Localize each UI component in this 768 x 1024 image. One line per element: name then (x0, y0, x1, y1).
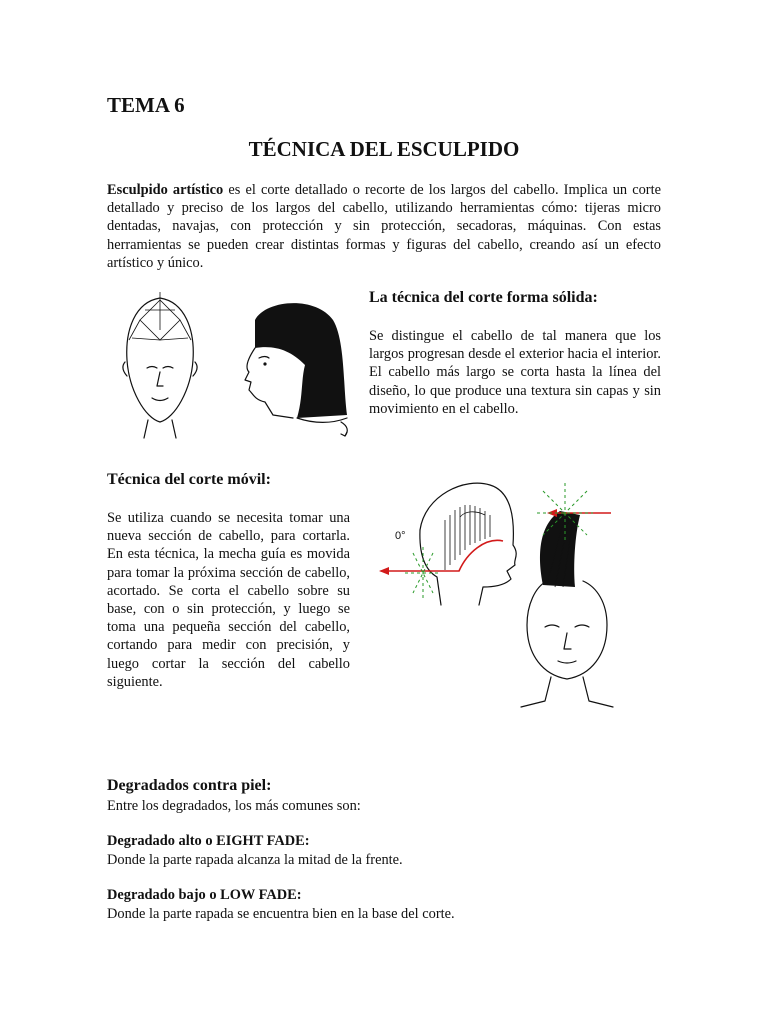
hair-section-lines (445, 505, 490, 570)
fades-heading: Degradados contra piel: (107, 777, 272, 794)
mobile-cut-paragraph: Se utiliza cuando se necesita tomar una nueva sección de cabello, para cortarla. En esta técnica, la mecha guía es movida para tomar la próxima sección de cabello, acortado. Se corta el cabello sobre su base, con o sin protección, y luego se toma una pequeña sección del cabello, cortando para medir con precisión, y luego cortar la sección del cabello siguiente. (107, 510, 350, 690)
mobile-cut-heading: Técnica del corte móvil: (107, 471, 271, 488)
solid-cut-heading: La técnica del corte forma sólida: (369, 289, 598, 306)
low-fade-title: Degradado bajo o LOW FADE: (107, 887, 302, 903)
angle-label: 0° (395, 530, 406, 542)
profile-sectioning-drawing (379, 483, 516, 605)
side-head-drawing (245, 303, 347, 436)
intro-text: es el corte detallado o recorte de los largos del cabello. Implica un corte detallado y preciso de los largos del cabello, utilizando herramientas cómo: tijeras micro dentadas, navajas, con protección y sin protección, secadoras, máquinas. Con estas herramientas se pueden crear distintas formas y figuras del cabello, creando así un efecto artístico y único. (107, 182, 661, 271)
front-head-drawing (123, 292, 197, 438)
solid-cut-illustration (115, 290, 355, 440)
solid-cut-paragraph: Se distingue el cabello de tal manera que los largos progresan desde el exterior hacia el interior. El cabello más largo se corta hasta la línea del diseño, lo que produce una textura sin capas y sin movimiento en el cabello. (369, 328, 661, 417)
intro-paragraph (107, 181, 661, 272)
fades-intro: Entre los degradados, los más comunes son: (107, 798, 361, 814)
topic-number: TEMA 6 (107, 93, 185, 117)
high-fade-title: Degradado alto o EIGHT FADE: (107, 833, 310, 849)
intro-term: Esculpido artístico (107, 182, 224, 198)
low-fade-text: Donde la parte rapada se encuentra bien en la base del corte. (107, 906, 455, 922)
high-fade-text: Donde la parte rapada alcanza la mitad de la frente. (107, 852, 403, 868)
mobile-cut-illustration (375, 475, 665, 710)
page-title: TÉCNICA DEL ESCULPIDO (248, 137, 520, 161)
front-elevation-drawing (521, 483, 613, 707)
